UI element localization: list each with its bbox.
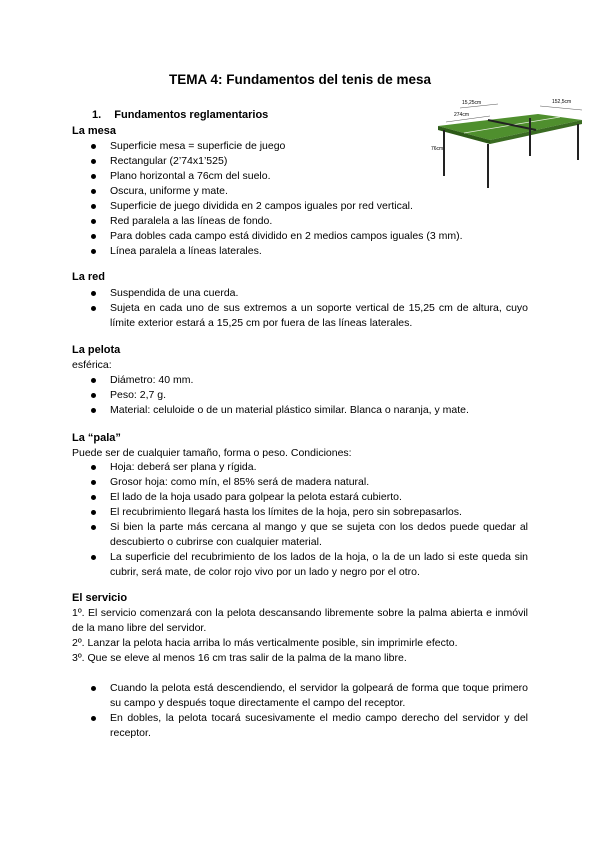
list-item: En dobles, la pelota tocará sucesivamente el medio campo derecho del servidor y del receptor. [72,711,528,741]
dimension-label: 274cm [454,112,470,118]
list-item: Hoja: deberá ser plana y rígida. [72,460,528,475]
list-item: Sujeta en cada uno de sus extremos a un soporte vertical de 15,25 cm de altura, cuyo límite exterior estará a 15,25 cm por fuera de las líneas laterales. [72,301,528,331]
servicio-step: 1º. El servicio comenzará con la pelota descansando libremente sobre la palma abierta e inmóvil de la mano libre del servidor. [72,607,528,634]
page-title: TEMA 4: Fundamentos del tenis de mesa [168,72,432,87]
mesa-list [72,139,502,259]
list-item: Rectangular (2’74x1’525) [72,154,502,169]
list-item: Plano horizontal a 76cm del suelo. [72,169,502,184]
pala-heading: La “pala” [72,432,121,444]
list-item: Suspendida de una cuerda. [72,286,528,301]
servicio-heading: El servicio [72,592,128,604]
section-title: Fundamentos reglamentarios [114,109,269,121]
list-item: Cuando la pelota está descendiendo, el servidor la golpeará de forma que toque primero su campo y después toque directamente el campo del receptor. [72,681,528,711]
dimension-label: 15,25cm [462,100,482,106]
pelota-heading: La pelota [72,344,121,356]
list-item: Grosor hoja: como mín, el 85% será de madera natural. [72,475,528,490]
red-list [72,286,528,331]
list-item: Diámetro: 40 mm. [72,373,528,388]
pala-intro: Puede ser de cualquier tamaño, forma o peso. Condiciones: [72,447,352,459]
servicio-step: 2º. Lanzar la pelota hacia arriba lo más verticalmente posible, sin imprimirle efecto. [72,637,458,649]
list-item: El recubrimiento llegará hasta los límites de la hoja, pero sin sobrepasarlos. [72,505,528,520]
section-number: 1. [92,109,102,121]
list-item: Línea paralela a líneas laterales. [72,244,502,259]
servicio-step: 3º. Que se eleve al menos 16 cm tras salir de la palma de la mano libre. [72,652,407,664]
dimension-label: 152,5cm [552,99,572,105]
pelota-list [72,373,528,418]
list-item: Red paralela a las líneas de fondo. [72,214,502,229]
list-item: Superficie mesa = superficie de juego [72,139,502,154]
pala-list [72,460,528,580]
mesa-heading: La mesa [72,125,117,137]
list-item: Material: celuloide o de un material plástico similar. Blanca o naranja, y mate. [72,403,528,418]
red-heading: La red [72,271,106,283]
list-item: El lado de la hoja usado para golpear la pelota estará cubierto. [72,490,528,505]
list-item: La superficie del recubrimiento de los lados de la hoja, o la de un lado si este queda sin cubrir, será mate, de color rojo vivo por un lado y negro por el otro. [72,550,528,580]
servicio-list [72,681,528,741]
pelota-intro: esférica: [72,359,112,371]
dimension-label: 76cm [431,146,444,152]
section-heading [92,109,268,121]
list-item: Si bien la parte más cercana al mango y que se sujeta con los dedos puede quedar al descubierto o cubrirse con cualquier material. [72,520,528,550]
list-item: Para dobles cada campo está dividido en 2 medios campos iguales (3 mm). [72,229,502,244]
list-item: Peso: 2,7 g. [72,388,528,403]
list-item: Superficie de juego dividida en 2 campos iguales por red vertical. [72,199,502,214]
list-item: Oscura, uniforme y mate. [72,184,502,199]
